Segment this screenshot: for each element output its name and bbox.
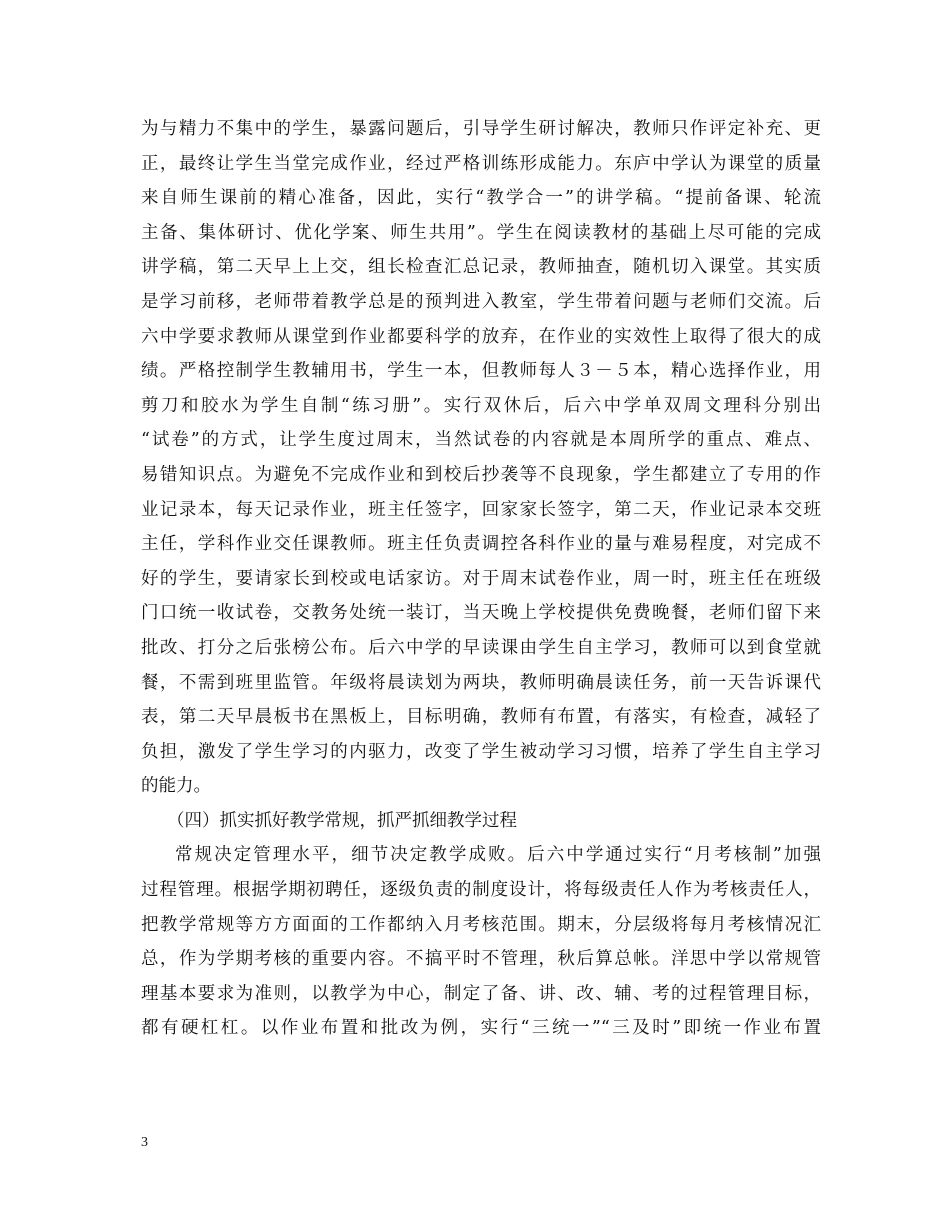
text-line: “试卷”的方式，让学生度过周末，当然试卷的内容就是本周所学的重点、难点、 bbox=[141, 430, 821, 451]
text-line: 常规决定管理水平，细节决定教学成败。后六中学通过实行“月考核制”加强 bbox=[175, 845, 821, 866]
text-line: 批改、打分之后张榜公布。后六中学的早读课由学生自主学习，教师可以到食堂就 bbox=[141, 637, 821, 658]
text-line: 来自师生课前的精心准备，因此，实行“教学合一”的讲学稿。“提前备课、轮流 bbox=[141, 188, 821, 209]
text-line: 易错知识点。为避免不完成作业和到校后抄袭等不良现象，学生都建立了专用的作 bbox=[141, 464, 821, 485]
page-number: 3 bbox=[141, 1135, 148, 1150]
section-heading: （四）抓实抓好教学常规，抓严抓细教学过程 bbox=[167, 810, 517, 831]
text-line: 主备、集体研讨、优化学案、师生共用”。学生在阅读教材的基础上尽可能的完成 bbox=[141, 222, 821, 243]
text-line: 表，第二天早晨板书在黑板上，目标明确，教师有布置，有落实，有检查，减轻了 bbox=[141, 707, 821, 728]
text-line: 主任，学科作业交任课教师。班主任负责调控各科作业的量与难易程度，对完成不 bbox=[141, 534, 821, 555]
text-line: 的能力。 bbox=[141, 776, 211, 797]
text-line: 讲学稿，第二天早上上交，组长检查汇总记录，教师抽查，随机切入课堂。其实质 bbox=[141, 257, 821, 278]
text-line: 理基本要求为准则，以教学为中心，制定了备、讲、改、辅、考的过程管理目标， bbox=[141, 983, 821, 1004]
body-text bbox=[141, 112, 821, 1046]
text-line: 是学习前移，老师带着教学总是的预判进入教室，学生带着问题与老师们交流。后 bbox=[141, 291, 821, 312]
text-line: 好的学生，要请家长到校或电话家访。对于周末试卷作业，周一时，班主任在班级 bbox=[141, 568, 821, 589]
text-line: 剪刀和胶水为学生自制“练习册”。实行双休后，后六中学单双周文理科分别出 bbox=[141, 395, 821, 416]
text-line: 绩。严格控制学生教辅用书，学生一本，但教师每人３－５本，精心选择作业，用 bbox=[141, 361, 821, 382]
text-line: 正，最终让学生当堂完成作业，经过严格训练形成能力。东庐中学认为课堂的质量 bbox=[141, 153, 821, 174]
text-line: 门口统一收试卷，交教务处统一装订，当天晚上学校提供免费晚餐，老师们留下来 bbox=[141, 603, 821, 624]
text-line: 负担，激发了学生学习的内驱力，改变了学生被动学习习惯，培养了学生自主学习 bbox=[141, 741, 821, 762]
text-line: 过程管理。根据学期初聘任，逐级负责的制度设计，将每级责任人作为考核责任人， bbox=[141, 880, 821, 901]
text-line: 为与精力不集中的学生，暴露问题后，引导学生研讨解决，教师只作评定补充、更 bbox=[141, 119, 821, 139]
text-line: 总，作为学期考核的重要内容。不搞平时不管理，秋后算总帐。洋思中学以常规管 bbox=[141, 949, 821, 970]
text-line: 把教学常规等方方面面的工作都纳入月考核范围。期末，分层级将每月考核情况汇 bbox=[141, 914, 821, 935]
text-line: 餐，不需到班里监管。年级将晨读划为两块，教师明确晨读任务，前一天告诉课代 bbox=[141, 672, 821, 693]
text-line: 都有硬杠杠。以作业布置和批改为例，实行“三统一”“三及时”即统一作业布置 bbox=[141, 1018, 821, 1039]
text-line: 六中学要求教师从课堂到作业都要科学的放弃，在作业的实效性上取得了很大的成 bbox=[141, 326, 821, 347]
text-line: 业记录本，每天记录作业，班主任签字，回家家长签字，第二天，作业记录本交班 bbox=[141, 499, 821, 520]
